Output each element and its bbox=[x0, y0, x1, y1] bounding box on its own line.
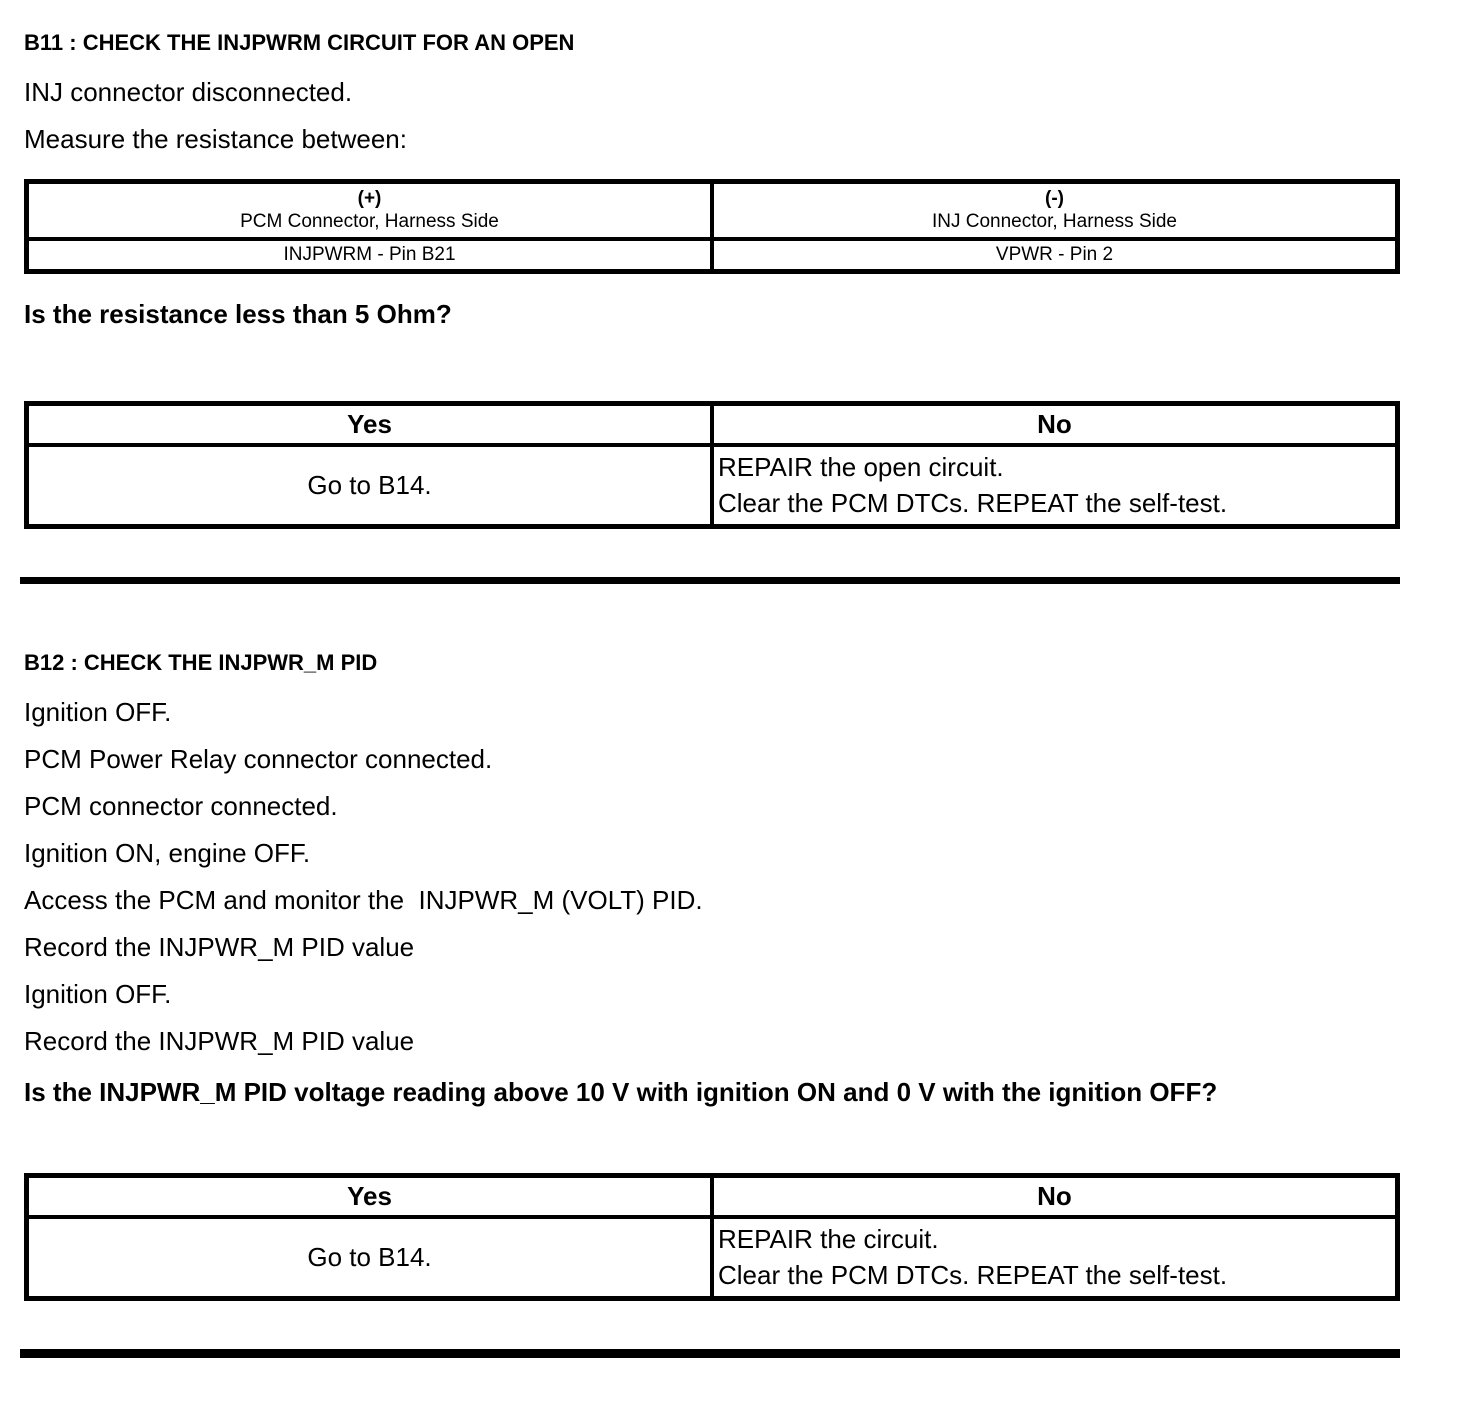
no-action-cell bbox=[712, 1217, 1398, 1299]
b12-step-line: PCM connector connected. bbox=[24, 791, 338, 821]
b12-step-line: PCM Power Relay connector connected. bbox=[24, 744, 493, 774]
b12-step-line: Ignition OFF. bbox=[24, 979, 172, 1009]
b11-question: Is the resistance less than 5 Ohm? bbox=[24, 299, 452, 329]
b12-decision-table bbox=[24, 1173, 1400, 1301]
negative-connector-label: INJ Connector, Harness Side bbox=[931, 211, 1177, 232]
b11-step-line: Measure the resistance between: bbox=[24, 124, 407, 154]
no-action-line: REPAIR the circuit. bbox=[718, 1224, 939, 1254]
decision-header-row bbox=[27, 404, 1398, 446]
b12-step-line: Ignition ON, engine OFF. bbox=[24, 838, 311, 868]
measurement-pin-row bbox=[27, 239, 1398, 272]
section-b11 bbox=[24, 30, 1400, 529]
yes-column-header: Yes bbox=[27, 1176, 713, 1218]
yes-action-cell: Go to B14. bbox=[27, 1217, 713, 1299]
polarity-negative-label: (-) bbox=[1045, 188, 1064, 209]
decision-action-row bbox=[27, 1217, 1398, 1299]
negative-pin-cell: VPWR - Pin 2 bbox=[712, 239, 1398, 272]
no-column-header: No bbox=[712, 404, 1398, 446]
b12-step-line: Record the INJPWR_M PID value bbox=[24, 1026, 415, 1056]
b12-question: Is the INJPWR_M PID voltage reading above 10 V with ignition ON and 0 V with the ignition OFF? bbox=[24, 1077, 1218, 1107]
page-bottom-rule bbox=[20, 1349, 1400, 1358]
no-action-line: REPAIR the open circuit. bbox=[718, 452, 1004, 482]
measurement-negative-header bbox=[712, 182, 1398, 240]
section-b11-heading: B11 : CHECK THE INJPWRM CIRCUIT FOR AN OPEN bbox=[24, 30, 575, 55]
b11-step-line: INJ connector disconnected. bbox=[24, 77, 353, 107]
polarity-positive-label: (+) bbox=[357, 188, 382, 209]
decision-header-row bbox=[27, 1176, 1398, 1218]
section-b12 bbox=[24, 650, 1400, 1301]
no-action-line: Clear the PCM DTCs. REPEAT the self-test. bbox=[718, 488, 1228, 518]
decision-action-row bbox=[27, 445, 1398, 527]
no-action-line: Clear the PCM DTCs. REPEAT the self-test. bbox=[718, 1260, 1228, 1290]
b12-step-line: Ignition OFF. bbox=[24, 697, 172, 727]
section-b12-heading: B12 : CHECK THE INJPWR_M PID bbox=[24, 650, 378, 675]
positive-pin-cell: INJPWRM - Pin B21 bbox=[27, 239, 713, 272]
b11-measurement-table bbox=[24, 179, 1400, 274]
positive-connector-label: PCM Connector, Harness Side bbox=[240, 211, 499, 232]
no-action-cell bbox=[712, 445, 1398, 527]
measurement-header-row bbox=[27, 182, 1398, 240]
no-column-header: No bbox=[712, 1176, 1398, 1218]
b12-step-line: Record the INJPWR_M PID value bbox=[24, 932, 415, 962]
section-divider bbox=[20, 577, 1400, 584]
yes-action-cell: Go to B14. bbox=[27, 445, 713, 527]
b12-step-line: Access the PCM and monitor the INJPWR_M (VOLT) PID. bbox=[24, 885, 703, 915]
b11-decision-table bbox=[24, 401, 1400, 529]
yes-column-header: Yes bbox=[27, 404, 713, 446]
measurement-positive-header bbox=[27, 182, 713, 240]
